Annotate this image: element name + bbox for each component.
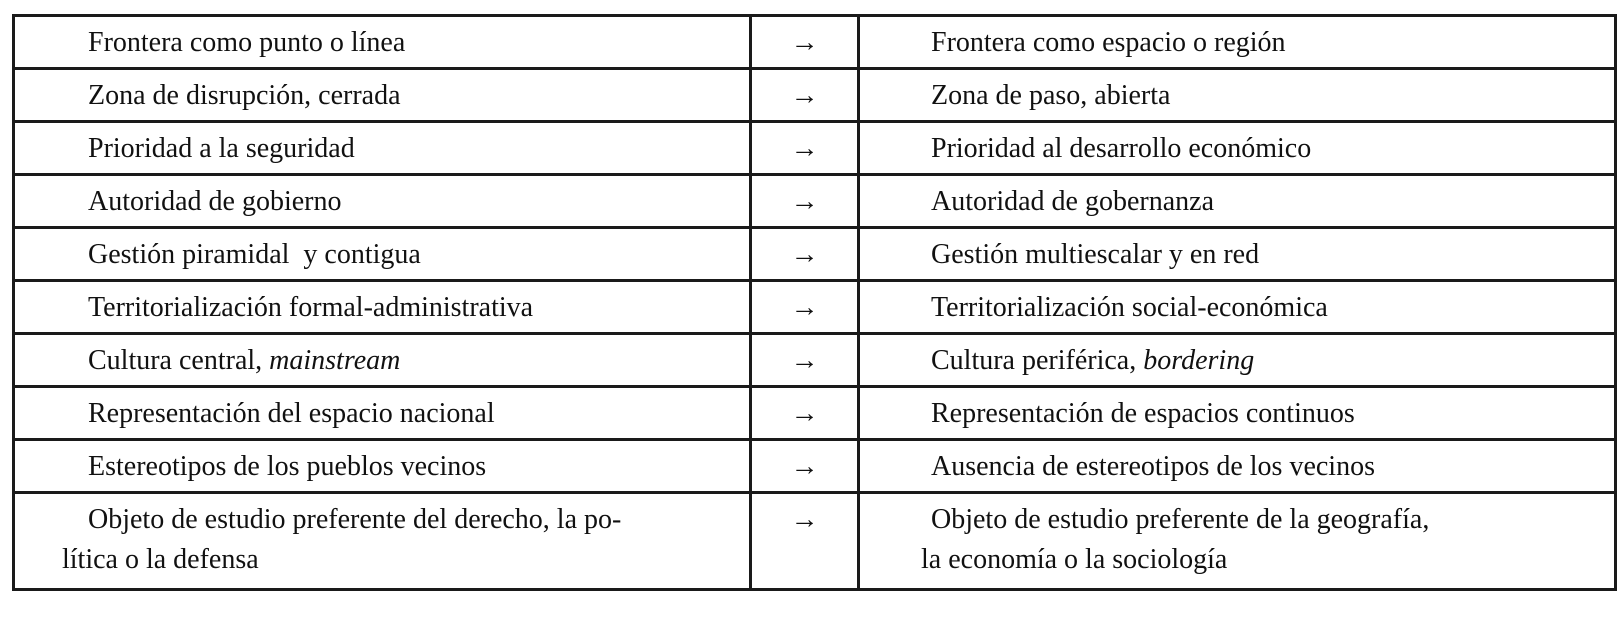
left-cell [14, 440, 751, 493]
right-cell [859, 16, 1616, 69]
left-text: Zona de disrupción, cerrada [88, 80, 401, 111]
right-text: Zona de paso, abierta [931, 80, 1171, 111]
left-text-line2: lítica o la defensa [62, 544, 259, 575]
right-text [860, 494, 1614, 580]
left-cell [14, 122, 751, 175]
right-text: Representación de espacios continuos [931, 398, 1355, 429]
left-cell [14, 16, 751, 69]
right-cell [859, 440, 1616, 493]
left-cell [14, 69, 751, 122]
right-cell [859, 387, 1616, 440]
arrow-icon: → [790, 239, 819, 270]
table-row [14, 387, 1616, 440]
arrow-icon: → [790, 451, 819, 482]
table-row [14, 493, 1616, 590]
right-text-plain: Cultura periférica, [931, 345, 1144, 376]
table-row [14, 16, 1616, 69]
left-text: Territorialización formal-administrativa [88, 292, 534, 323]
arrow-cell [751, 122, 859, 175]
right-text-line2: la economía o la sociología [921, 544, 1228, 575]
arrow-icon: → [790, 80, 819, 111]
right-cell [859, 122, 1616, 175]
left-cell [14, 387, 751, 440]
left-cell [14, 281, 751, 334]
table-row [14, 228, 1616, 281]
arrow-cell [751, 16, 859, 69]
left-text: Autoridad de gobierno [88, 186, 342, 217]
arrow-cell [751, 175, 859, 228]
left-text: Representación del espacio nacional [88, 398, 495, 429]
left-text: Gestión piramidal y contigua [88, 239, 421, 270]
left-text-plain: Cultura central, [88, 345, 270, 376]
right-text: Gestión multiescalar y en red [931, 239, 1260, 270]
right-text: Territorialización social-económica [931, 292, 1328, 323]
table-row [14, 440, 1616, 493]
right-cell [859, 281, 1616, 334]
right-cell [859, 334, 1616, 387]
table-row [14, 69, 1616, 122]
right-cell [859, 69, 1616, 122]
right-text: Frontera como espacio o región [931, 27, 1286, 58]
arrow-cell [751, 440, 859, 493]
arrow-icon: → [790, 133, 819, 164]
arrow-icon: → [790, 186, 819, 217]
table-row [14, 334, 1616, 387]
arrow-icon: → [790, 345, 819, 376]
left-text-line1: Objeto de estudio preferente del derecho, la po- [88, 504, 622, 535]
right-text: Prioridad al desarrollo económico [931, 133, 1312, 164]
table-row [14, 281, 1616, 334]
left-text [15, 494, 749, 580]
right-text: Ausencia de estereotipos de los vecinos [931, 451, 1375, 482]
right-cell [859, 493, 1616, 590]
arrow-cell [751, 228, 859, 281]
left-text: Frontera como punto o línea [88, 27, 406, 58]
right-text [860, 335, 1614, 381]
arrow-cell [751, 387, 859, 440]
right-text: Autoridad de gobernanza [931, 186, 1214, 217]
left-cell [14, 334, 751, 387]
comparison-table [12, 14, 1617, 591]
arrow-cell [751, 281, 859, 334]
right-cell [859, 228, 1616, 281]
table-row [14, 122, 1616, 175]
left-cell [14, 228, 751, 281]
left-text-italic: mainstream [269, 345, 401, 376]
left-text: Estereotipos de los pueblos vecinos [88, 451, 487, 482]
arrow-icon: → [790, 504, 819, 535]
right-cell [859, 175, 1616, 228]
table-row [14, 175, 1616, 228]
arrow-icon: → [790, 398, 819, 429]
arrow-cell [751, 334, 859, 387]
right-text-italic: bordering [1143, 345, 1255, 376]
right-text-line1: Objeto de estudio preferente de la geografía, [931, 504, 1430, 535]
arrow-cell [751, 69, 859, 122]
left-text [15, 335, 749, 381]
arrow-cell [751, 493, 859, 590]
arrow-icon: → [790, 27, 819, 58]
left-text: Prioridad a la seguridad [88, 133, 355, 164]
left-cell [14, 175, 751, 228]
left-cell [14, 493, 751, 590]
arrow-icon: → [790, 292, 819, 323]
